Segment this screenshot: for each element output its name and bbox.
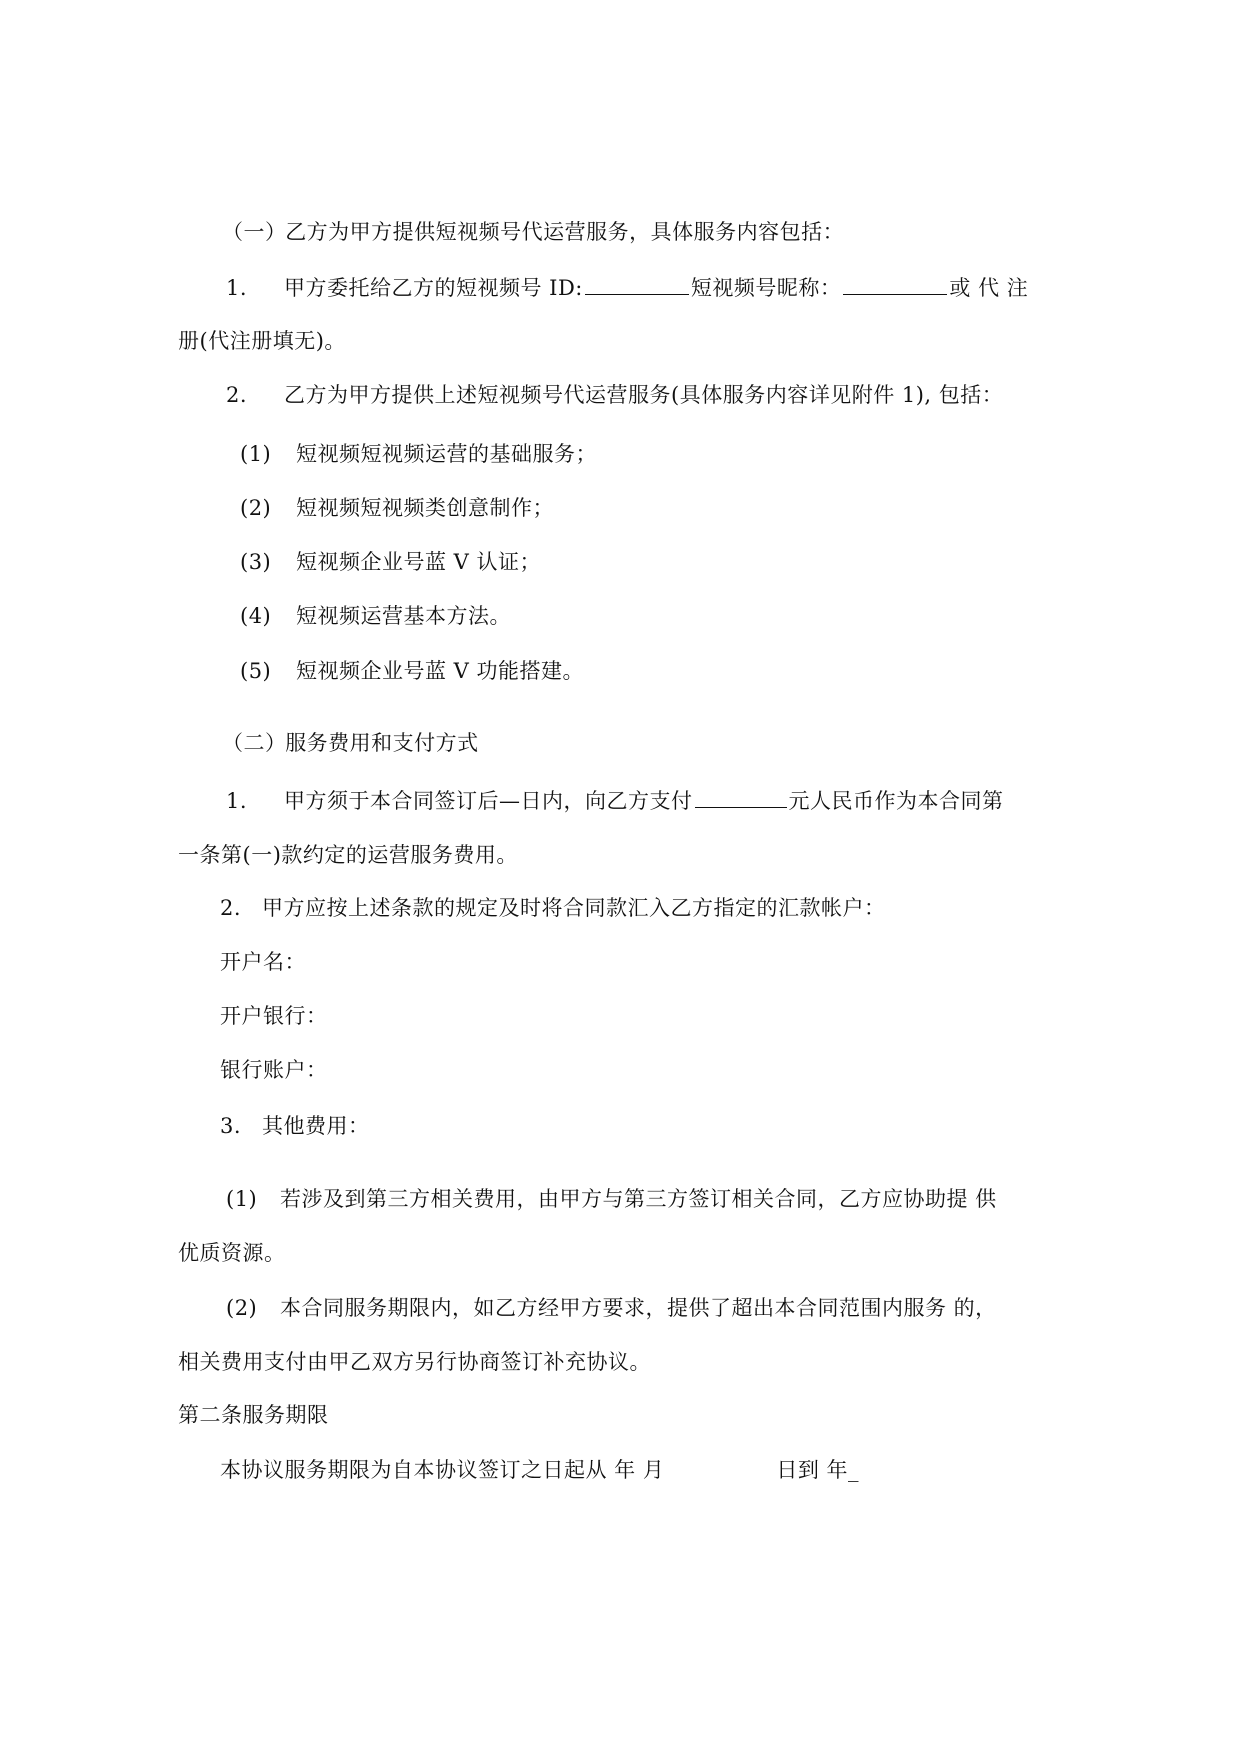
sub-item-text: 短视频企业号蓝 V 认证； <box>296 550 542 574</box>
sub-item-number: (3) <box>240 550 272 574</box>
account-number-label: 银行账户： <box>220 1058 328 1082</box>
sub-item-text: 短视频短视频类创意制作； <box>296 496 554 520</box>
account-name-label: 开户名： <box>220 950 306 974</box>
item-text: 或 代 注 <box>949 276 1029 300</box>
sub-item-number: (4) <box>240 604 272 628</box>
item-number: 1. <box>226 276 248 300</box>
other-fee-2 <box>226 1293 997 1323</box>
section-1-title: 乙方为甲方提供短视频号代运营服务，具体服务内容包括： <box>285 220 845 244</box>
sub-item-text: 本合同服务期限内，如乙方经甲方要求，提供了超出本合同范围内服务 的， <box>280 1296 997 1320</box>
section-2-heading <box>222 728 479 758</box>
article-2-term <box>220 1455 859 1485</box>
section-2-item-1-continuation: 一条第(一)款约定的运营服务费用。 <box>178 843 518 867</box>
amount-blank <box>695 785 787 808</box>
section-1-number: （一） <box>222 220 287 244</box>
nickname-blank <box>843 272 947 295</box>
account-bank-label: 开户银行： <box>220 1004 328 1028</box>
sub-item <box>240 656 584 686</box>
section-1-heading <box>222 217 844 247</box>
sub-item <box>240 439 597 469</box>
sub-item-number: (1) <box>226 1187 258 1211</box>
article-2-title: 第二条服务期限 <box>178 1403 329 1427</box>
term-text: 本协议服务期限为自本协议签订之日起从 年 月 <box>220 1458 665 1482</box>
item-number: 2. <box>226 383 248 407</box>
section-2-item-2 <box>220 893 886 923</box>
account-id-blank <box>585 272 689 295</box>
sub-item-text: 短视频运营基本方法。 <box>296 604 511 628</box>
sub-item-number: (5) <box>240 659 272 683</box>
section-1-item-1 <box>226 272 1048 303</box>
item-number: 2. <box>220 896 242 920</box>
term-text: 日到 年_ <box>776 1458 860 1482</box>
item-text: 甲方应按上述条款的规定及时将合同款汇入乙方指定的汇款帐户： <box>262 896 886 920</box>
other-fee-1-continuation: 优质资源。 <box>178 1241 286 1265</box>
sub-item-number: (1) <box>240 442 272 466</box>
item-text: 元人民币作为本合同第 <box>788 789 1004 813</box>
item-number: 3. <box>220 1114 242 1138</box>
section-2-number: （二） <box>222 731 287 755</box>
item-number: 1. <box>226 789 248 813</box>
section-2-item-1 <box>226 785 1004 816</box>
item-text: 短视频号昵称： <box>690 276 842 300</box>
sub-item-text: 若涉及到第三方相关费用，由甲方与第三方签订相关合同，乙方应协助提 供 <box>280 1187 997 1211</box>
item-text: 甲方须于本合同签订后—日内，向乙方支付 <box>284 789 693 813</box>
item-text: 乙方为甲方提供上述短视频号代运营服务(具体服务内容详见附件 1), 包括： <box>284 383 1004 407</box>
section-2-title: 服务费用和支付方式 <box>285 731 479 755</box>
item-text: 甲方委托给乙方的短视频号 ID: <box>284 276 583 300</box>
sub-item <box>240 493 554 523</box>
sub-item-text: 短视频企业号蓝 V 功能搭建。 <box>296 659 585 683</box>
section-2-item-3 <box>220 1111 370 1141</box>
sub-item-number: (2) <box>226 1296 258 1320</box>
section-1-item-1-continuation: 册(代注册填无)。 <box>178 329 346 353</box>
sub-item <box>240 601 511 631</box>
sub-item <box>240 547 541 577</box>
other-fee-2-continuation: 相关费用支付由甲乙双方另行协商签订补充协议。 <box>178 1350 651 1374</box>
sub-item-number: (2) <box>240 496 272 520</box>
other-fee-1 <box>226 1184 997 1214</box>
item-text: 其他费用： <box>262 1114 370 1138</box>
sub-item-text: 短视频短视频运营的基础服务； <box>296 442 597 466</box>
section-1-item-2 <box>226 380 1003 410</box>
